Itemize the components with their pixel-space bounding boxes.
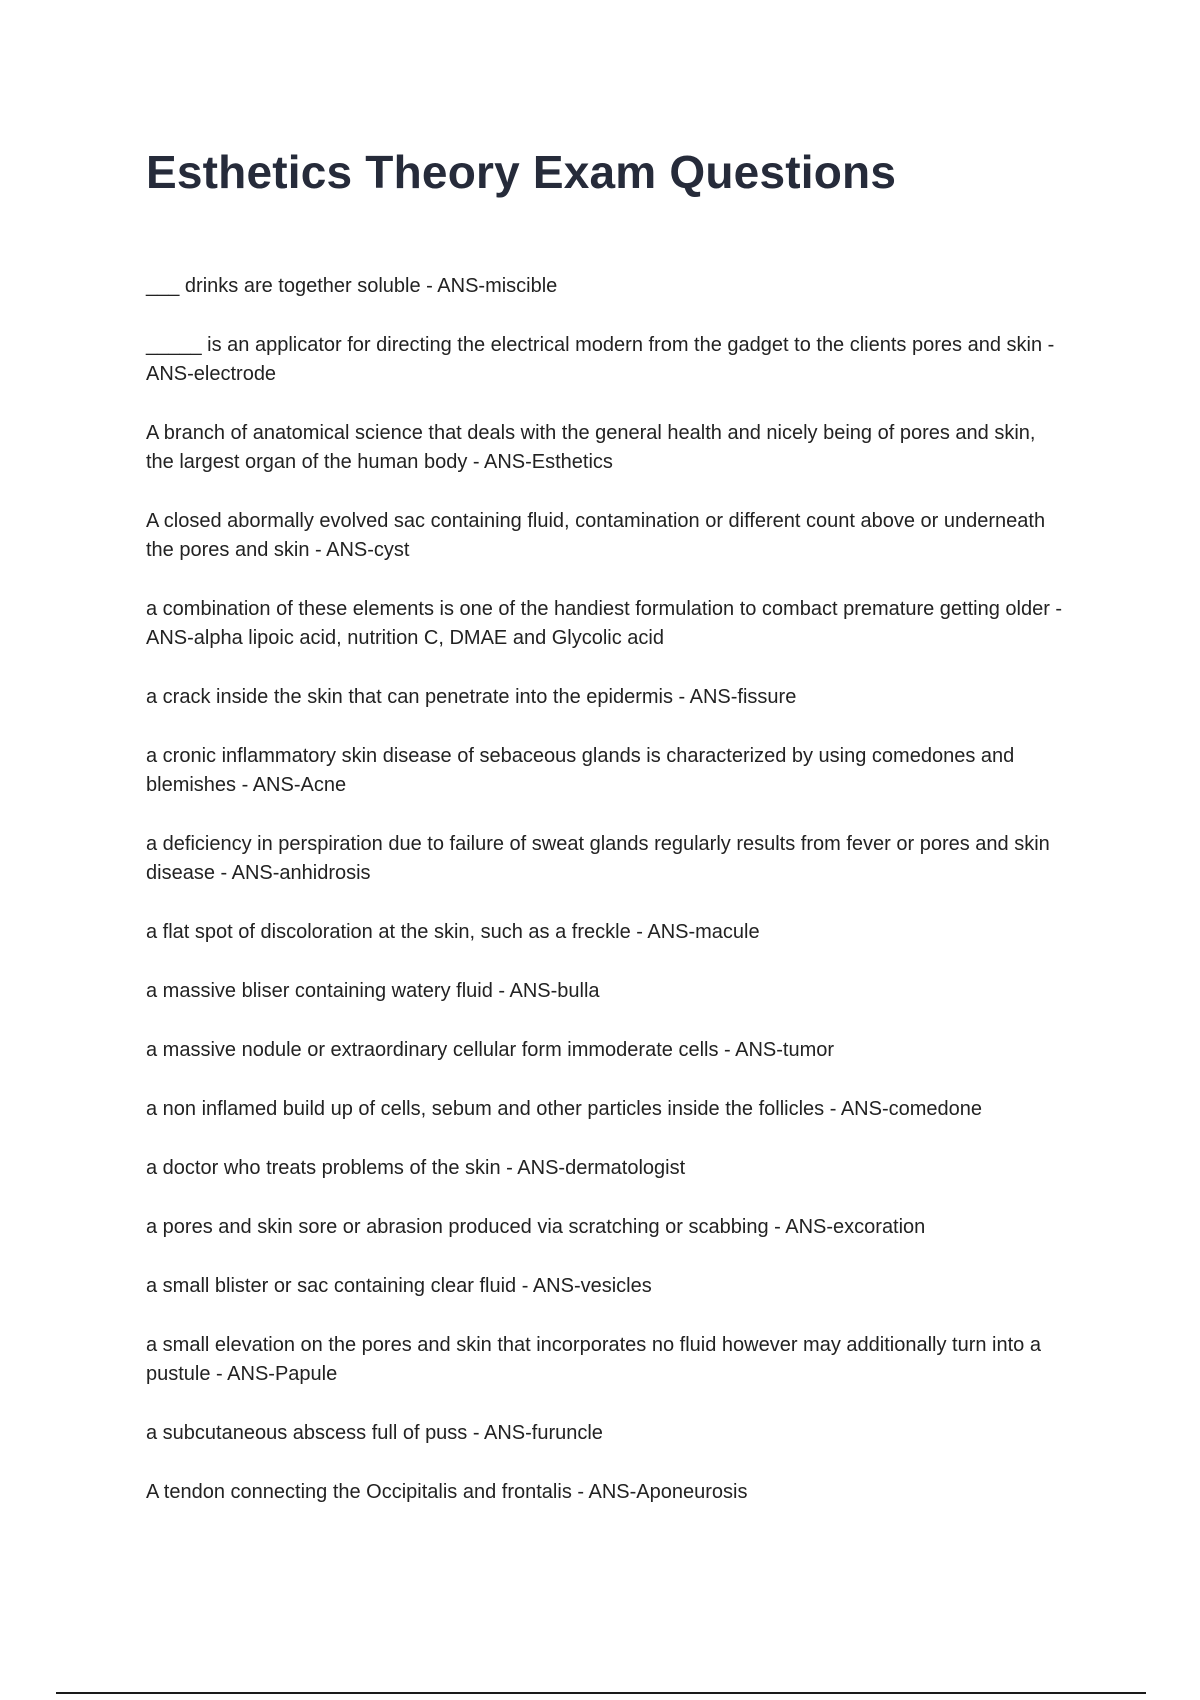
question-item: a combination of these elements is one of the handiest formulation to combact premature getting older - ANS-alpha lipoic acid, nutrition C, DMAE and Glycolic acid [146, 598, 1063, 649]
page-bottom-divider [56, 1692, 1146, 1694]
question-item: a small elevation on the pores and skin that incorporates no fluid however may additionally turn into a pustule - ANS-Papule [146, 1334, 1041, 1385]
question-item: a deficiency in perspiration due to failure of sweat glands regularly results from fever or pores and skin disease - ANS-anhidrosis [146, 833, 1050, 884]
question-item: a subcutaneous abscess full of puss - ANS-furuncle [146, 1422, 603, 1444]
question-item: a massive nodule or extraordinary cellular form immoderate cells - ANS-tumor [146, 1039, 835, 1061]
question-item: a crack inside the skin that can penetrate into the epidermis - ANS-fissure [146, 686, 797, 708]
question-item: A branch of anatomical science that deals with the general health and nicely being of pores and skin, the largest organ of the human body - ANS-Esthetics [146, 422, 1036, 473]
question-item: a flat spot of discoloration at the skin, such as a freckle - ANS-macule [146, 921, 760, 943]
question-item: a massive bliser containing watery fluid - ANS-bulla [146, 980, 600, 1002]
question-item: A tendon connecting the Occipitalis and frontalis - ANS-Aponeurosis [146, 1481, 748, 1503]
question-item: a small blister or sac containing clear fluid - ANS-vesicles [146, 1275, 652, 1297]
question-item: a cronic inflammatory skin disease of sebaceous glands is characterized by using comedones and blemishes - ANS-Acne [146, 745, 1015, 796]
question-item: A closed abormally evolved sac containing fluid, contamination or different count above or underneath the pores and skin - ANS-cyst [146, 510, 1046, 561]
question-item: _____ is an applicator for directing the electrical modern from the gadget to the clients pores and skin - ANS-electrode [146, 334, 1055, 385]
page-title: Esthetics Theory Exam Questions [146, 146, 897, 198]
question-item: ___ drinks are together soluble - ANS-miscible [146, 275, 558, 297]
question-item: a doctor who treats problems of the skin - ANS-dermatologist [146, 1157, 686, 1179]
question-item: a pores and skin sore or abrasion produced via scratching or scabbing - ANS-excoration [146, 1216, 926, 1238]
question-item: a non inflamed build up of cells, sebum and other particles inside the follicles - ANS-comedone [146, 1098, 983, 1120]
question-list [146, 272, 1066, 1537]
